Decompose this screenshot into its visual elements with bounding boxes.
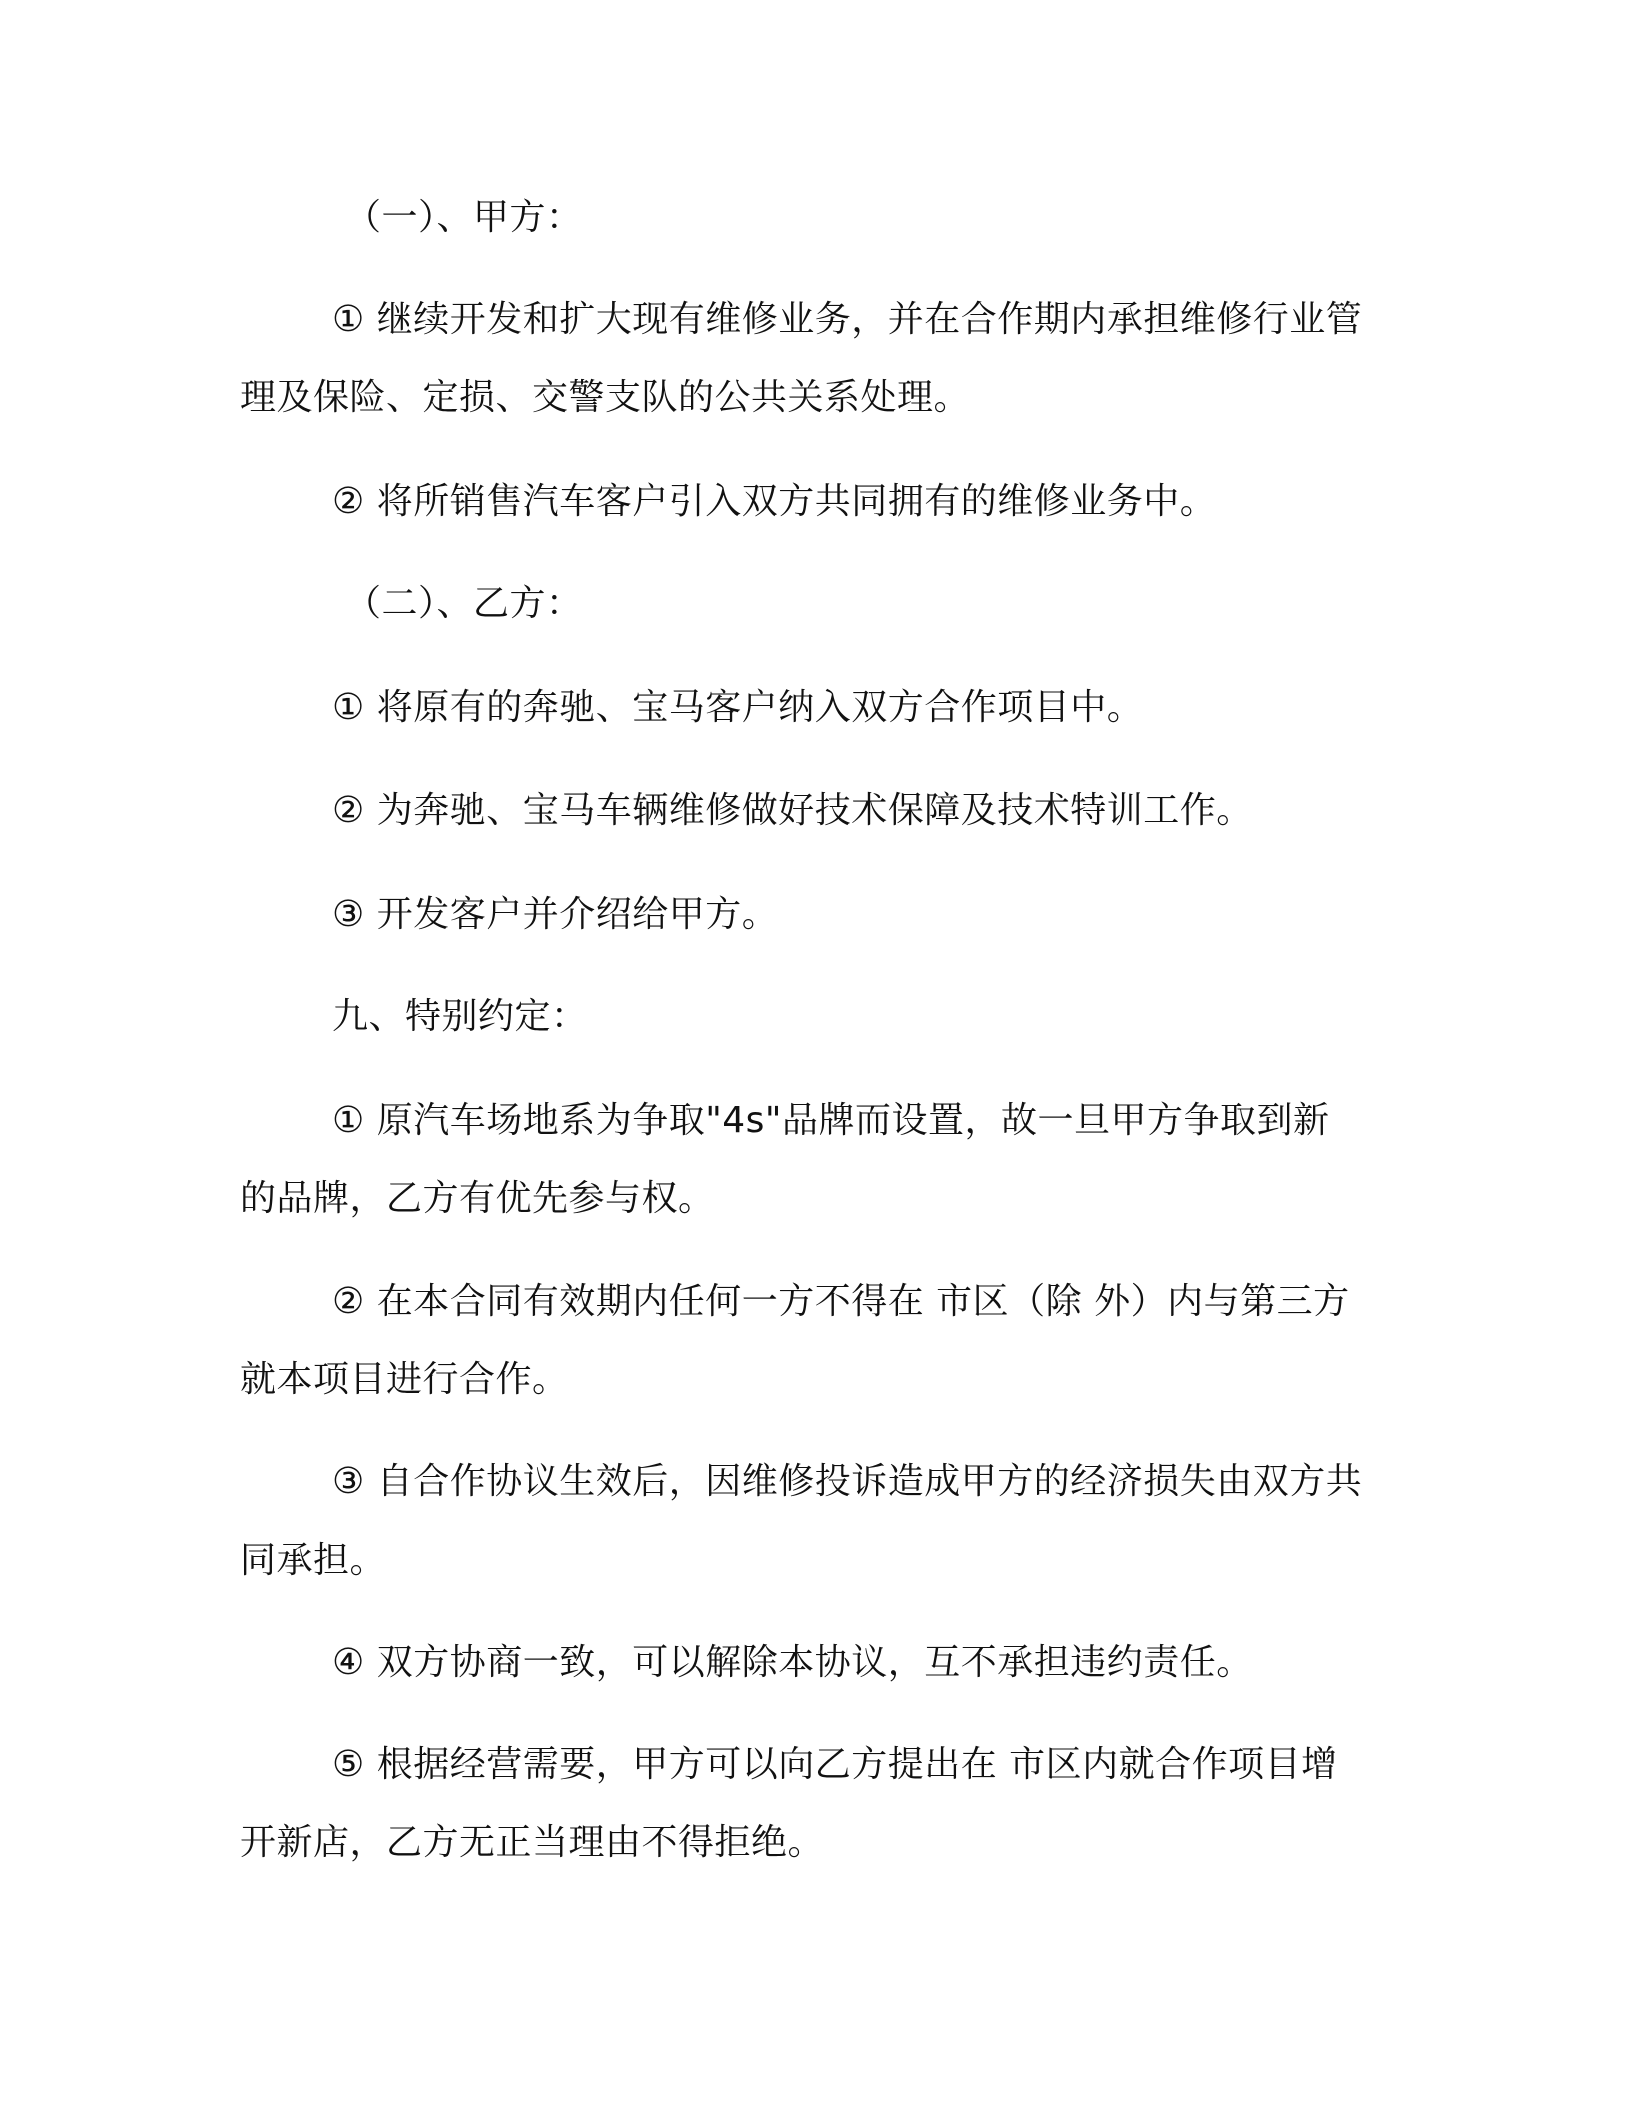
paragraph-line: 同承担。 <box>240 1540 387 1581</box>
section-heading-party-a: （一）、甲方： <box>345 197 583 238</box>
paragraph-line: ① 原汽车场地系为争取"4s"品牌而设置，故一旦甲方争取到新 <box>332 1100 1330 1141</box>
paragraph-line: ③ 开发客户并介绍给甲方。 <box>332 894 779 935</box>
paragraph-line: ③ 自合作协议生效后，因维修投诉造成甲方的经济损失由双方共 <box>332 1461 1363 1502</box>
paragraph-line: ① 继续开发和扩大现有维修业务，并在合作期内承担维修行业管 <box>332 299 1363 340</box>
section-heading-party-b: （二）、乙方： <box>345 583 583 624</box>
paragraph-line: ② 将所销售汽车客户引入双方共同拥有的维修业务中。 <box>332 481 1217 522</box>
paragraph-line: 理及保险、定损、交警支队的公共关系处理。 <box>240 377 971 418</box>
paragraph-line: 的品牌，乙方有优先参与权。 <box>240 1178 715 1219</box>
paragraph-line: 开新店，乙方无正当理由不得拒绝。 <box>240 1822 825 1863</box>
paragraph-line: 就本项目进行合作。 <box>240 1359 569 1400</box>
paragraph-line: ① 将原有的奔驰、宝马客户纳入双方合作项目中。 <box>332 687 1144 728</box>
section-heading-special-terms: 九、特别约定： <box>332 996 588 1037</box>
paragraph-line: ④ 双方协商一致，可以解除本协议，互不承担违约责任。 <box>332 1642 1253 1683</box>
paragraph-line: ② 在本合同有效期内任何一方不得在 市区（除 外）内与第三方 <box>332 1281 1350 1322</box>
paragraph-line: ② 为奔驰、宝马车辆维修做好技术保障及技术特训工作。 <box>332 790 1253 831</box>
paragraph-line: ⑤ 根据经营需要，甲方可以向乙方提出在 市区内就合作项目增 <box>332 1744 1338 1785</box>
